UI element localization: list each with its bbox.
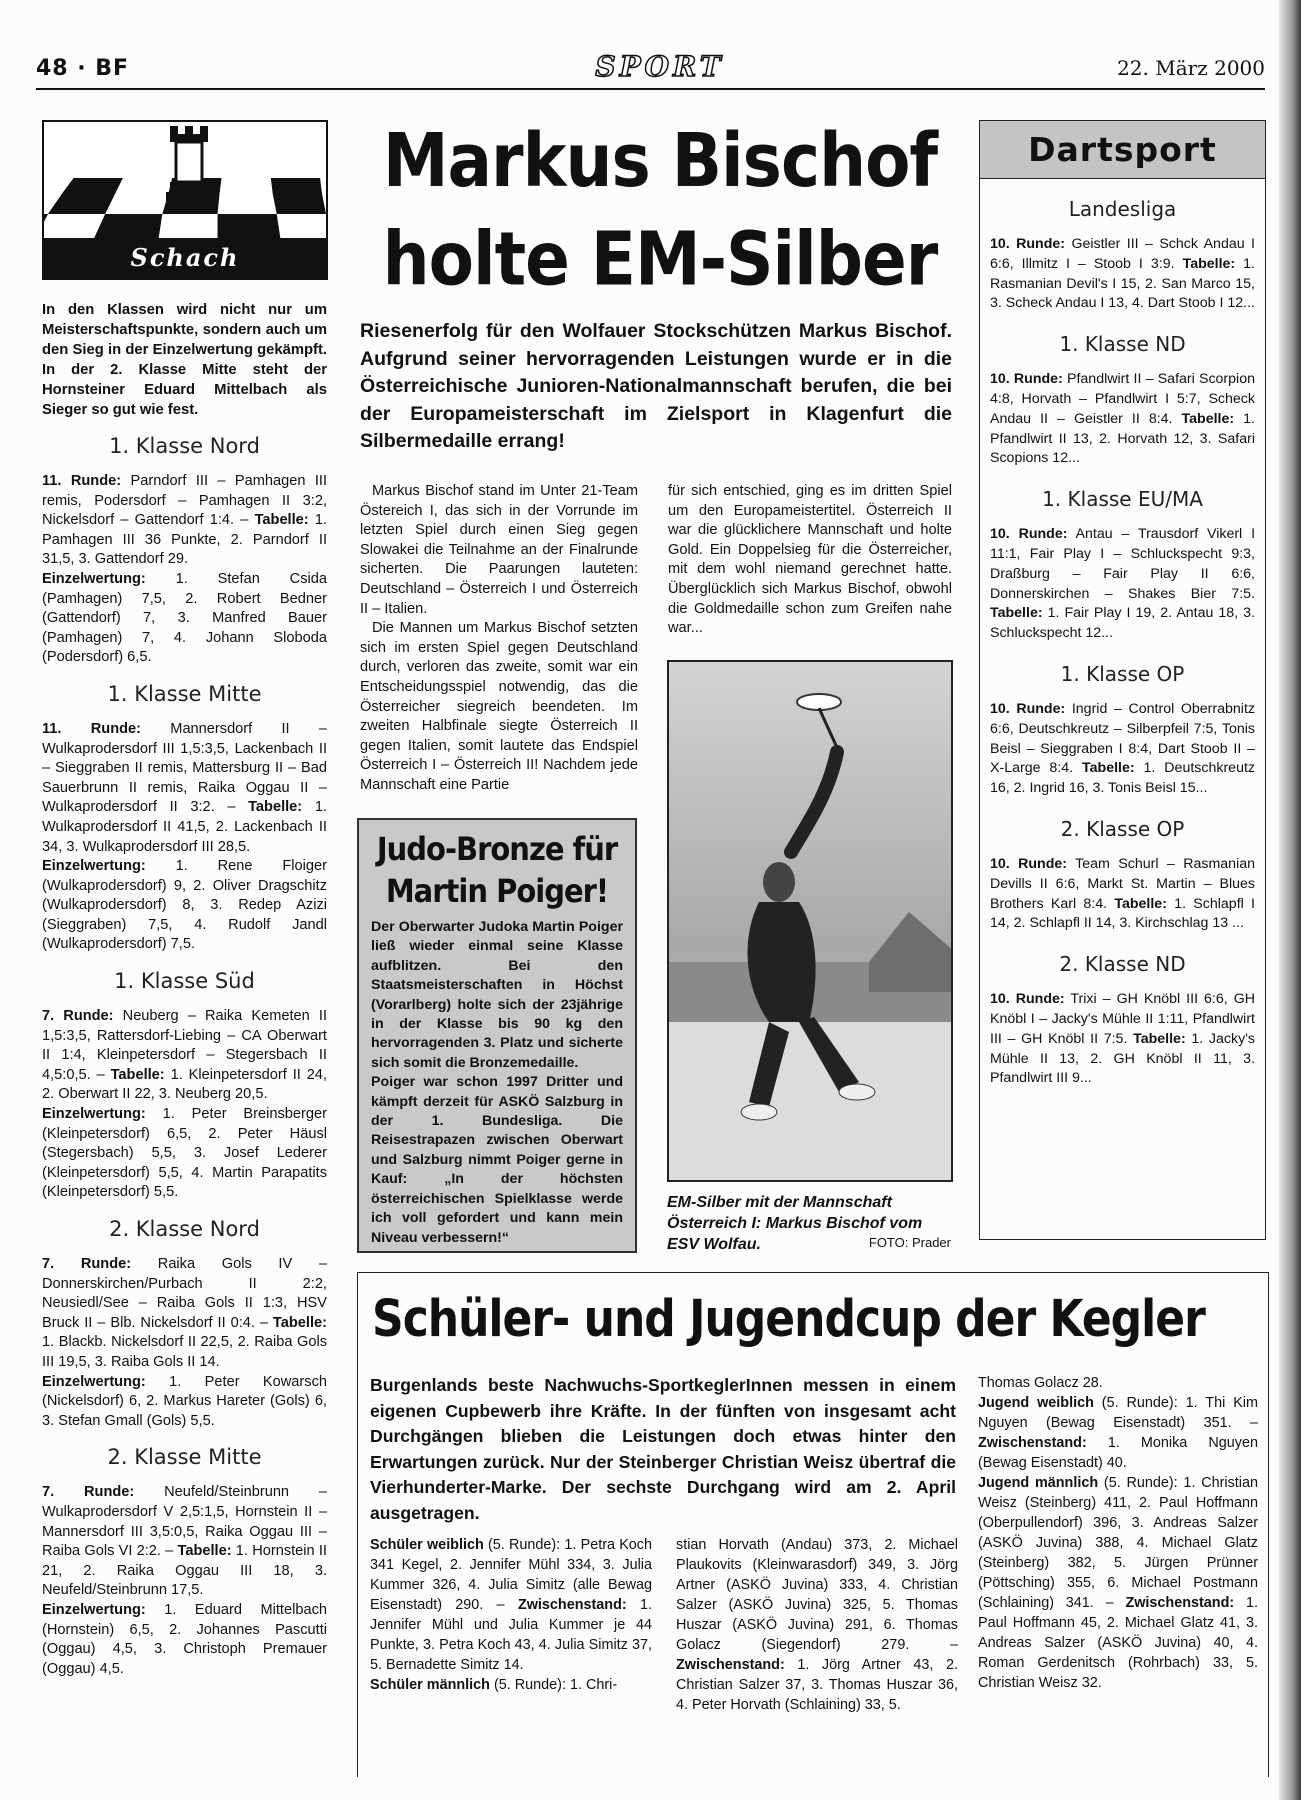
main-headline	[360, 112, 960, 309]
schach-section	[42, 1217, 327, 1431]
photo-caption	[667, 1192, 957, 1255]
page-number: 48 · BF	[36, 56, 130, 81]
schach-section	[42, 682, 327, 955]
photo-stockschuetze-image	[669, 662, 953, 1182]
headline-line: Judo-Bronze für	[376, 830, 618, 868]
section-heading: 1. Klasse ND	[1059, 332, 1186, 357]
chess-rook-icon	[164, 124, 214, 204]
main-article-col1	[360, 482, 638, 796]
photo-caption-text: EM-Silber mit der Mannschaft Österreich I: Markus Bischof vom ESV Wolfau.	[667, 1194, 923, 1253]
section-heading: 1. Klasse Süd	[114, 969, 255, 994]
results-paragraph: 7. Runde: Raika Gols IV – Donnerskirchen/Purbach II 2:2, Neusiedl/See – Raiba Gols II 1:3, HSV Bruck II – Blb. Nickelsdorf II 0:4. – Tabelle: 1. Blackb. Nickelsdorf II 22,5, 2. Raiba Gols III 19,5, 3. Raiba Gols II 14.	[42, 1256, 328, 1370]
section-heading: 1. Klasse EU/MA	[1042, 487, 1203, 512]
results-paragraph: Schüler weiblich (5. Runde): 1. Petra Koch 341 Kegel, 2. Jennifer Mühl 334, 3. Julia Kummer 326, 4. Julia Simitz (alle Bewag Eisenstadt) 290. – Zwischenstand: 1. Jennifer Mühl und Julia Kummer je 44 Punkte, 3. Petra Koch 43, 4. Julia Simitz 37, 5. Bernadette Simitz 14.	[370, 1537, 653, 1673]
results-paragraph: 10. Runde: Geistler III – Schck Andau I 6:6, Illmitz I – Stoob I 3:9. Tabelle: 1. Rasmanian Devil's I 15, 2. San Marco 15, 3. Scheck Andau I 13, 4. Dart Stoob I 12...	[990, 236, 1255, 312]
main-lead: Riesenerfolg für den Wolfauer Stockschützen Markus Bischof. Aufgrund seiner hervorragenden Leistungen wurde er in die Österreichische Junioren-Nationalmannschaft berufen, die bei der Europameisterschaft im Zielsport in Klagenfurt die Silbermedaille errang!	[360, 320, 952, 452]
schach-intro: In den Klassen wird nicht nur um Meisterschaftspunkte, sondern auch um den Sieg in der Einzelwertung gekämpft. In der 2. Klasse Mitte steht der Hornsteiner Eduard Mittelbach als Sieger so gut wie fest.	[42, 302, 327, 418]
results-paragraph: Einzelwertung: 1. Peter Kowarsch (Nickelsdorf) 6, 2. Markus Hareter (Gols) 6, 3. Stefan Gmall (Gols) 5,5.	[42, 1373, 327, 1429]
results-paragraph: 7. Runde: Neufeld/Steinbrunn – Wulkaprodersdorf V 2,5:1,5, Hornstein II – Mannersdorf III 3,5:0,5, Raika Oggau III – Raiba Gols VI 2:2. – Tabelle: 1. Hornstein II 21, 2. Raika Oggau III 18, 3. Neufeld/Steinbrunn 17,5.	[42, 1484, 327, 1599]
results-paragraph: Einzelwertung: 1. Eduard Mittelbach (Hornstein) 6,5, 2. Johannes Pascutti (Oggau) 4,5, 3. Christoph Premauer (Oggau) 4,5.	[42, 1601, 327, 1677]
results-paragraph: stian Horvath (Andau) 373, 2. Michael Plaukovits (Kleinwarasdorf) 349, 3. Jörg Artner (ASKÖ Juvina) 333, 4. Christian Salzer (ASKÖ Juvina) 325, 5. Thomas Huszar (ASKÖ Juvina) 291, 6. Thomas Golacz (Siegendorf) 279. – Zwischenstand: 1. Jörg Artner 43, 2. Christian Salzer 37, 3. Thomas Huszar 36, 4. Peter Horvath (Schlaining) 33, 5.	[676, 1537, 958, 1713]
judo-paragraph: Poiger war schon 1997 Dritter und kämpft derzeit für ASKÖ Salzburg in der 1. Bundesliga. Die Reisestrapazen zwischen Oberwart und Salzburg nimmt Poiger gerne in Kauf: „In der höchsten österreichischen Spielklasse werde ich voll gefordert und kann mein Niveau verbessern!“	[371, 1074, 623, 1246]
results-paragraph: 10. Runde: Ingrid – Control Oberrabnitz 6:6, Deutschkreutz – Silberpfeil 7:5, Tonis Beisl – Sieggraben I 8:4, Dart Stoob II – X-Large 8:4. Tabelle: 1. Deutschkreutz 16, 2. Ingrid 16, 3. Tonis Beisl 15...	[990, 700, 1255, 797]
section-heading: 2. Klasse Nord	[109, 1217, 260, 1241]
schach-section	[42, 434, 327, 668]
results-paragraph: 10. Runde: Trixi – GH Knöbl III 6:6, GH Knöbl I – Jacky's Mühle II 1:11, Pfandlwirt III – GH Knöbl II 7:5. Tabelle: 1. Jacky's Mühle II 13, 2. GH Knöbl II 11, 3. Pfandlwirt III 9...	[990, 991, 1255, 1087]
schach-section	[42, 1445, 327, 1679]
results-paragraph: 10. Runde: Antau – Trausdorf Vikerl I 11:1, Fair Play I – Schluckspecht 9:3, Draßburg – Fair Play II 6:6, Donnerskirchen – Shakes Bier 7:5. Tabelle: 1. Fair Play I 19, 2. Antau 18, 3. Schluckspecht 12...	[990, 526, 1256, 642]
section-heading: 2. Klasse Mitte	[107, 1445, 262, 1470]
headline-line: Markus Bischof	[382, 117, 938, 204]
article-paragraph: für sich entschied, ging es im dritten Spiel um den Europameistertitel. Österreich II war die glücklichere Mannschaft und holte Gold. Ein Doppelsieg für die Österreicher, mit dem wohl niemand gerechnet hatte. Überglücklich sich Markus Bischof, obwohl die Goldmedaille schon zum Greifen nahe war...	[668, 483, 952, 637]
photo-credit: FOTO: Prader	[868, 1235, 951, 1250]
schach-section	[42, 969, 327, 1203]
page-edge-shadow	[1279, 0, 1301, 1800]
headline-line: Martin Poiger!	[385, 872, 609, 910]
results-paragraph: 11. Runde: Parndorf III – Pamhagen III remis, Podersdorf – Pamhagen II 3:2, Nickelsdorf – Gattendorf 1:4. – Tabelle: 1. Pamhagen III 36 Punkte, 2. Parndorf II 31,5, 3. Gattendorf 29.	[42, 473, 328, 568]
dartsport-title: Dartsport	[980, 121, 1265, 179]
header-rule	[36, 88, 1265, 90]
results-paragraph: 7. Runde: Neuberg – Raika Kemeten II 1,5:3,5, Rattersdorf-Liebing – CA Oberwart II 1:4, Kleinpetersdorf – Stegersbach II 4,5:0,5. – Tabelle: 1. Kleinpetersdorf II 24, 2. Oberwart II 22, 3. Neuberg 20,5.	[42, 1008, 328, 1103]
headline-line: holte EM-Silber	[382, 216, 938, 303]
section-heading: 1. Klasse OP	[1060, 661, 1185, 686]
section-title: SPORT	[595, 50, 725, 83]
section-heading: 2. Klasse OP	[1060, 816, 1185, 841]
results-paragraph: Jugend männlich (5. Runde): 1. Christian Weisz (Steinberg) 411, 2. Paul Hoffmann (Oberpullendorf) 396, 3. Andreas Salzer (ASKÖ Juvina) 388, 4. Michael Glatz (Steinberg) 382, 5. Jürgen Prünner (Pöttsching) 355, 6. Michael Postmann (Schlaining) 341. – Zwischenstand: 1. Paul Hoffmann 45, 2. Michael Glatz 41, 3. Andreas Salzer (ASKÖ Juvina) 40, 4. Roman Gerdenitsch (Rohrbach) 33, 5. Christian Weisz 32.	[978, 1475, 1258, 1691]
dartsport-box	[979, 120, 1266, 1240]
kegler-lead: Burgenlands beste Nachwuchs-SportkeglerInnen messen in einem eigenen Cupbewerb ihre Kräfte. In der fünften von insgesamt acht Durchgängen blieben die Leistungen doch etwas hinter den Erwartungen zurück. Nur der Steinberger Christian Weisz übertraf die Vierhunderter-Marke. Der sechste Durchgang wird am 2. April ausgetragen.	[370, 1375, 956, 1523]
results-paragraph: 10. Runde: Pfandlwirt II – Safari Scorpion 4:8, Horvath – Pfandlwirt I 5:7, Scheck Andau II – Geistler II 8:4. Tabelle: 1. Pfandlwirt II 13, 2. Horvath 12, 3. Safari Scopions 12...	[990, 371, 1255, 467]
kegler-box	[357, 1272, 1269, 1777]
results-paragraph: Thomas Golacz 28.	[978, 1375, 1103, 1391]
results-paragraph: Einzelwertung: 1. Rene Floiger (Wulkaprodersdorf) 9, 2. Oliver Dragschitz (Wulkaprodersdorf) 8, 3. Redep Azizi (Sieggraben) 7,5, 4. Rudolf Jandl (Wulkaprodersdorf) 7,5.	[42, 858, 327, 953]
kegler-column-2	[676, 1535, 958, 1715]
article-paragraph: Markus Bischof stand im Unter 21-Team Östereich I, das sich in der Vorrunde im letzten Spiel durch einen Sieg gegen Slowakei die Teilnahme an der Finalrunde sicherten. Die Paarungen lauteten: Deutschland – Österreich I und Österreich II – Italien.	[360, 483, 638, 617]
article-photo	[667, 660, 953, 1182]
kegler-column-3	[978, 1373, 1258, 1693]
results-paragraph: 10. Runde: Team Schurl – Rasmanian Devills II 6:6, Markt St. Martin – Blues Brothers Karl 8:4. Tabelle: 1. Schlapfl I 14, 2. Schlapfl II 14, 3. Kirchschlag 13 ...	[990, 855, 1256, 932]
article-paragraph: Die Mannen um Markus Bischof setzten sich im ersten Spiel gegen Deutschland durch, verloren das zweite, somit war ein Entscheidungsspiel notwendig, das die Österreicher siegreich beendeten. Im zweiten Halbfinale siegte Österreich II gegen Italien, somit lautete das Endspiel Österreich I – Österreich II! Nachdem jede Mannschaft eine Partie	[360, 620, 638, 793]
results-paragraph: Jugend weiblich (5. Runde): 1. Thi Kim Nguyen (Bewag Eisenstadt) 351. – Zwischenstand: 1. Monika Nguyen (Bewag Eisenstadt) 40.	[978, 1395, 1258, 1471]
judo-headline	[371, 828, 623, 912]
section-heading: 2. Klasse ND	[1059, 952, 1186, 977]
results-paragraph: 11. Runde: Mannersdorf II – Wulkaprodersdorf III 1,5:3,5, Lackenbach II – Sieggraben II remis, Mattersburg II – Bad Sauerbrunn II remis, Raika Oggau II – Wulkaprodersdorf II 3:2. – Tabelle: 1. Wulkaprodersdorf II 41,5, 2. Lackenbach II 34, 3. Wulkaprodersdorf III 28,5.	[42, 720, 327, 855]
section-heading: 1. Klasse Mitte	[107, 681, 262, 706]
kegler-column-1	[370, 1535, 652, 1695]
issue-date: 22. März 2000	[1117, 56, 1265, 80]
schach-logo-label: Schach	[44, 238, 326, 278]
kegler-headline: Schüler- und Jugendcup der Kegler	[372, 1289, 1205, 1349]
results-paragraph: Einzelwertung: 1. Stefan Csida (Pamhagen) 7,5, 2. Robert Bedner (Gattendorf) 7, 3. Manfred Bauer (Pamhagen) 7, 4. Johann Sloboda (Podersdorf) 6,5.	[42, 570, 327, 666]
section-heading: Landesliga	[1068, 197, 1177, 221]
judo-box	[357, 818, 637, 1253]
results-paragraph: Schüler männlich (5. Runde): 1. Chri-	[370, 1677, 618, 1693]
main-article-col2	[668, 482, 952, 639]
results-paragraph: Einzelwertung: 1. Peter Breinsberger (Kleinpetersdorf) 6,5, 2. Peter Häusl (Stegersbach) 5,5, 3. Josef Lederer (Kleinpetersdorf) 5,5, 4. Martin Parapatits (Kleinpetersdorf) 5,5.	[42, 1106, 327, 1201]
schach-column	[42, 300, 327, 1679]
dartsport-content	[990, 179, 1255, 1089]
section-heading: 1. Klasse Nord	[109, 434, 260, 458]
judo-paragraph: Der Oberwarter Judoka Martin Poiger ließ wieder einmal seine Klasse aufblitzen. Bei den Staatsmeisterschaften in Höchst (Vorarlberg) holte sich der 23jährige in der Klasse bis 90 kg den hervorragenden 3. Platz und sicherte sich somit die Bronzemedaille.	[371, 919, 623, 1071]
schach-logo	[42, 120, 328, 280]
